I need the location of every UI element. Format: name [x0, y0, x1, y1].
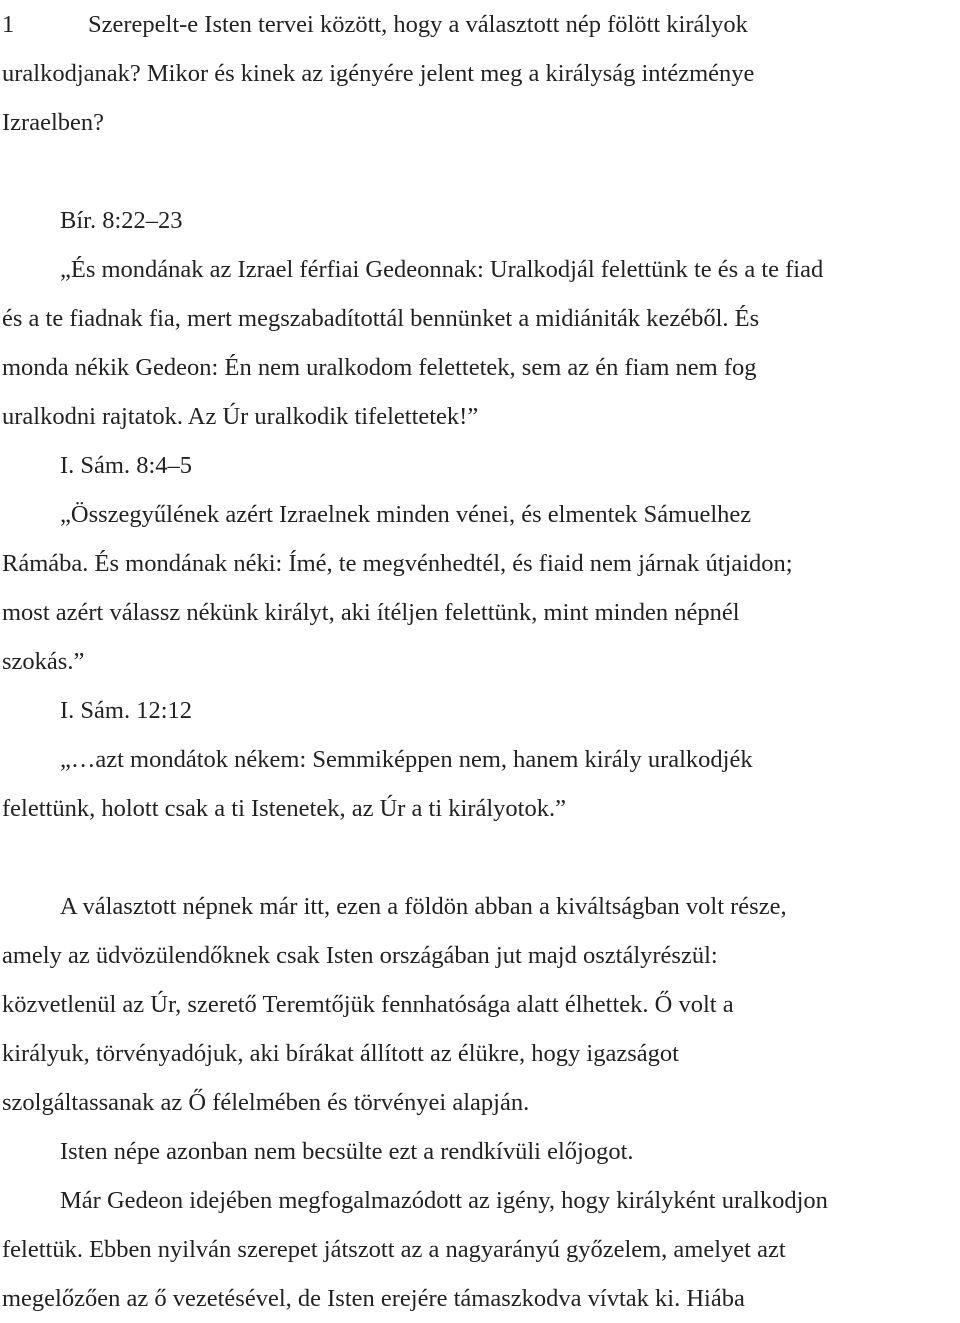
quote-line: most azért válassz nékünk királyt, aki ítéljen felettünk, mint minden népnél: [2, 599, 740, 626]
quote-line: „Összegyűlének azért Izraelnek minden vénei, és elmentek Sámuelhez: [60, 501, 752, 528]
quote-line: szokás.”: [2, 648, 85, 675]
paragraph-line: A választott népnek már itt, ezen a földön abban a kiváltságban volt része,: [60, 893, 787, 920]
question-line: uralkodjanak? Mikor és kinek az igényére jelent meg a királyság intézménye: [2, 60, 755, 87]
spacer: [2, 147, 960, 196]
paragraph-line: Már Gedeon idejében megfogalmazódott az igény, hogy királyként uralkodjon: [60, 1187, 828, 1214]
quote-line: monda nékik Gedeon: Én nem uralkodom felettetek, sem az én fiam nem fog: [2, 354, 757, 381]
quote-line: és a te fiadnak fia, mert megszabadítottál bennünket a midiániták kezéből. És: [2, 305, 760, 332]
quote-reference: I. Sám. 12:12: [60, 697, 193, 724]
paragraph-line: közvetlenül az Úr, szerető Teremtőjük fennhatósága alatt élhettek. Ő volt a: [2, 991, 734, 1018]
quote-line: Rámába. És mondának néki: Ímé, te megvénhedtél, és fiaid nem járnak útjaidon;: [2, 550, 793, 577]
paragraph-line: királyuk, törvényadójuk, aki bírákat állított az élükre, hogy igazságot: [2, 1040, 679, 1067]
bible-quote: [2, 686, 960, 833]
paragraph-line: Isten népe azonban nem becsülte ezt a rendkívüli előjogot.: [60, 1138, 634, 1165]
commentary-paragraph: [2, 1127, 960, 1176]
paragraph-line: szolgáltassanak az Ő félelmében és törvényei alapján.: [2, 1089, 530, 1116]
question-line: 1 Szerepelt-e Isten tervei között, hogy a választott nép fölött királyok: [2, 0, 960, 49]
quote-line: felettünk, holott csak a ti Istenetek, az Úr a ti királyotok.”: [2, 795, 566, 822]
quote-line: „És mondának az Izrael férfiai Gedeonnak: Uralkodjál felettünk te és a te fiad: [60, 256, 824, 283]
question-number: 1: [2, 11, 15, 38]
question-line: Izraelben?: [2, 109, 104, 136]
paragraph-line: felettük. Ebben nyilván szerepet játszott az a nagyarányú győzelem, amelyet azt: [2, 1236, 786, 1263]
quote-reference: Bír. 8:22–23: [60, 207, 183, 234]
question: [2, 0, 960, 147]
quote-reference: I. Sám. 8:4–5: [60, 452, 193, 479]
spacer: [2, 833, 960, 882]
quote-line: „…azt mondátok nékem: Semmiképpen nem, hanem király uralkodjék: [60, 746, 753, 773]
commentary-paragraph: [2, 882, 960, 1127]
paragraph-line: amely az üdvözülendőknek csak Isten országában jut majd osztályrészül:: [2, 942, 718, 969]
paragraph-line: megelőzően az ő vezetésével, de Isten erejére támaszkodva vívtak ki. Hiába: [2, 1285, 745, 1312]
commentary-paragraph: [2, 1176, 960, 1323]
bible-quote: [2, 196, 960, 441]
quote-line: uralkodni rajtatok. Az Úr uralkodik tifelettetek!”: [2, 403, 479, 430]
bible-quote: [2, 441, 960, 686]
